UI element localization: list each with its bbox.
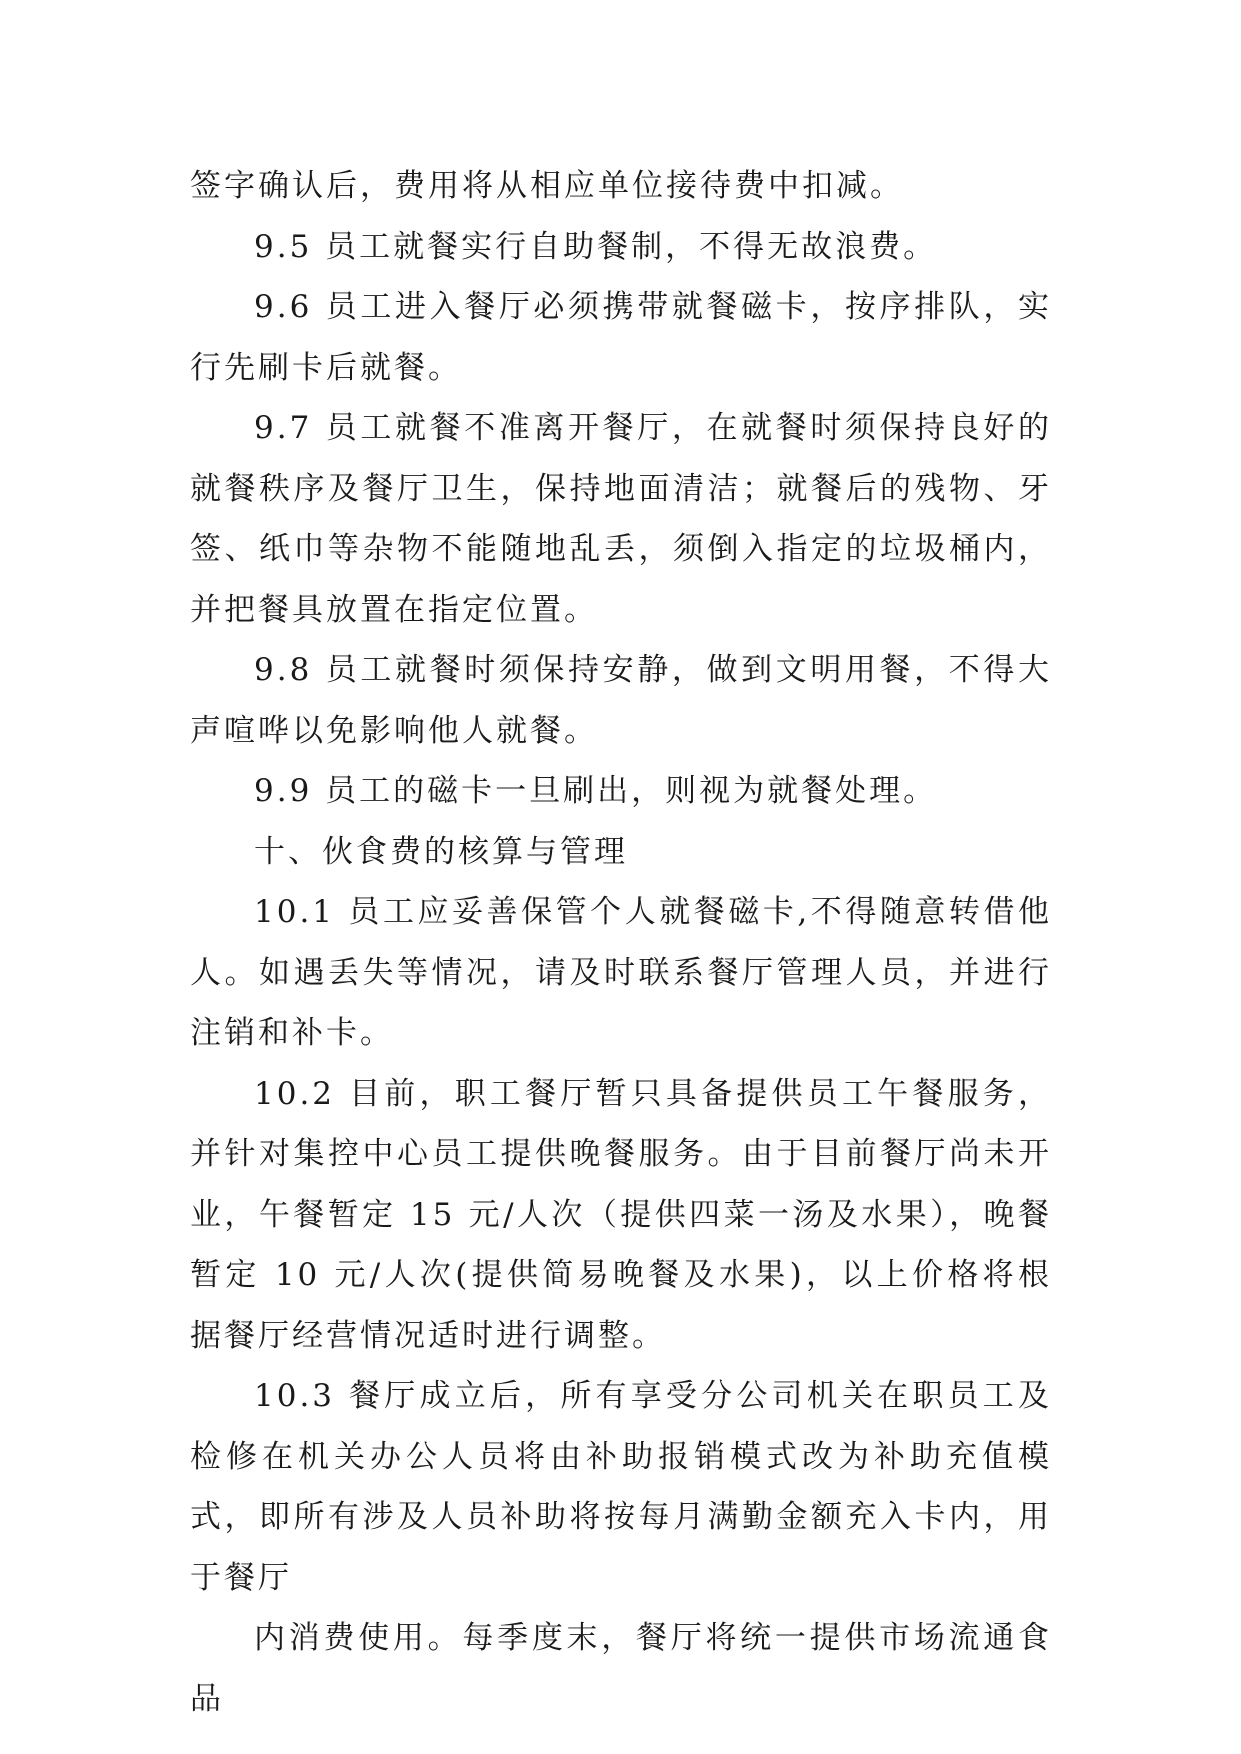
- paragraph-10-3: 10.3 餐厅成立后，所有享受分公司机关在职员工及检修在机关办公人员将由补助报销模式改为补助充值模式，即所有涉及人员补助将按每月满勤金额充入卡内，用于餐厅: [190, 1378, 1052, 1596]
- section-heading-10: 十、伙食费的核算与管理: [254, 833, 628, 870]
- paragraph-9-5: 9.5 员工就餐实行自助餐制，不得无故浪费。: [254, 228, 938, 265]
- paragraph-9-6: 9.6 员工进入餐厅必须携带就餐磁卡，按序排队，实行先刷卡后就餐。: [190, 289, 1052, 386]
- document-body: [190, 156, 1052, 1729]
- paragraph-9-7: 9.7 员工就餐不准离开餐厅，在就餐时须保持良好的就餐秩序及餐厅卫生，保持地面清洁；就餐后的残物、牙签、纸巾等杂物不能随地乱丢，须倒入指定的垃圾桶内，并把餐具放置在指定位置。: [190, 410, 1052, 628]
- paragraph-10-3-continuation: 内消费使用。每季度末，餐厅将统一提供市场流通食品: [190, 1620, 1052, 1717]
- paragraph-9-8: 9.8 员工就餐时须保持安静，做到文明用餐，不得大声喧哗以免影响他人就餐。: [190, 652, 1052, 749]
- paragraph-10-2: 10.2 目前，职工餐厅暂只具备提供员工午餐服务，并针对集控中心员工提供晚餐服务。由于目前餐厅尚未开业，午餐暂定 15 元/人次（提供四菜一汤及水果），晚餐暂定 10 元/人次(提供简易晚餐及水果)，以上价格将根据餐厅经营情况适时进行调整。: [190, 1075, 1052, 1354]
- paragraph-9-9: 9.9 员工的磁卡一旦刷出，则视为就餐处理。: [254, 773, 938, 809]
- paragraph-continuation: 签字确认后，费用将从相应单位接待费中扣减。: [190, 168, 904, 204]
- paragraph-10-1: 10.1 员工应妥善保管个人就餐磁卡,不得随意转借他人。如遇丢失等情况，请及时联系餐厅管理人员，并进行注销和补卡。: [190, 894, 1052, 1051]
